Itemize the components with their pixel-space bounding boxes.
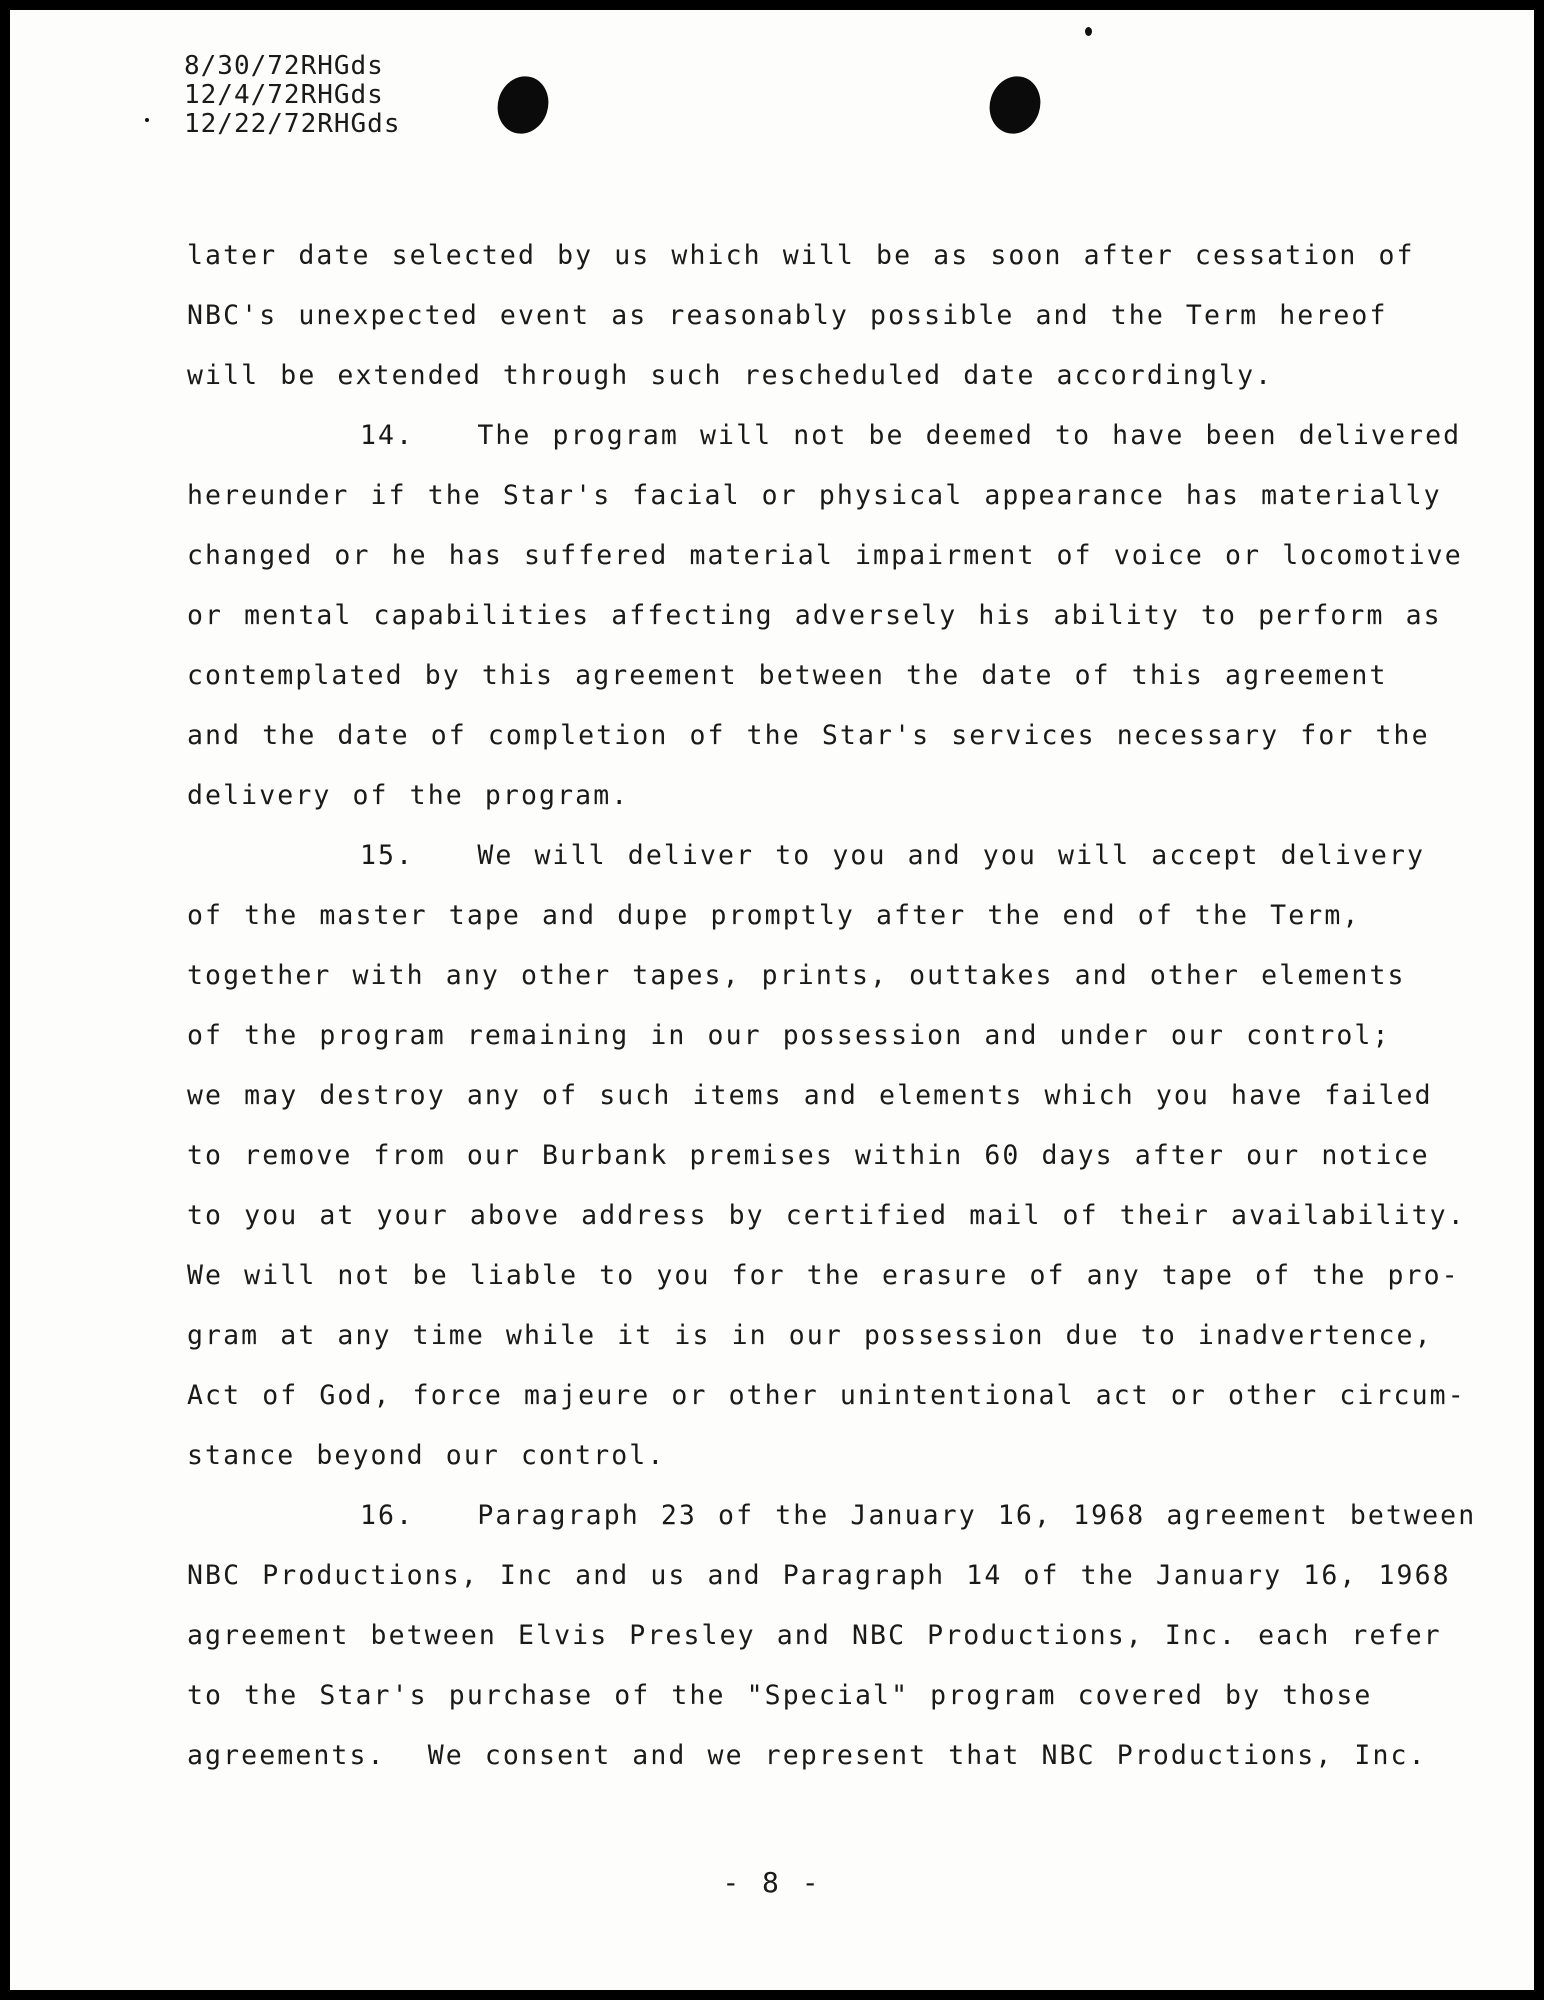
text-line: together with any other tapes, prints, outtakes and other elements [187, 960, 1406, 991]
text-line: to remove from our Burbank premises within 60 days after our notice [187, 1140, 1430, 1171]
revision-code: 12/22/72RHGds [184, 109, 401, 139]
text-line: hereunder if the Star's facial or physical appearance has materially [187, 480, 1442, 511]
document-page [10, 10, 1534, 1990]
text-line: stance beyond our control. [187, 1440, 666, 1471]
text-line: gram at any time while it is in our possession due to inadvertence, [187, 1320, 1433, 1351]
paragraph-start-line: 15. We will deliver to you and you will accept delivery [360, 840, 1426, 871]
punch-hole [490, 70, 555, 141]
text-line: contemplated by this agreement between the date of this agreement [187, 660, 1388, 691]
text-line: of the master tape and dupe promptly after the end of the Term, [187, 900, 1361, 931]
text-line: agreements. We consent and we represent that NBC Productions, Inc. [187, 1740, 1427, 1771]
text-line: to you at your above address by certified mail of their availability. [187, 1200, 1466, 1231]
text-line: delivery of the program. [187, 780, 630, 811]
text-line: changed or he has suffered material impairment of voice or locomotive [187, 540, 1463, 571]
text-line: agreement between Elvis Presley and NBC Productions, Inc. each refer [187, 1620, 1442, 1651]
ink-speck [1085, 27, 1092, 36]
revision-code: 12/4/72RHGds [184, 80, 384, 110]
ink-speck [145, 118, 149, 122]
body-text [187, 226, 1477, 1786]
text-line: We will not be liable to you for the erasure of any tape of the pro- [187, 1260, 1460, 1291]
text-line: to the Star's purchase of the "Special" program covered by those [187, 1680, 1373, 1711]
paragraph-start-line: 14. The program will not be deemed to have been delivered [360, 420, 1462, 451]
text-line: and the date of completion of the Star's services necessary for the [187, 720, 1430, 751]
text-line: Act of God, force majeure or other unintentional act or other circum- [187, 1380, 1466, 1411]
text-line: NBC Productions, Inc and us and Paragraph 14 of the January 16, 1968 [187, 1560, 1451, 1591]
text-line: will be extended through such rescheduled date accordingly. [187, 360, 1274, 391]
text-line: we may destroy any of such items and elements which you have failed [187, 1080, 1433, 1111]
text-line: or mental capabilities affecting adversely his ability to perform as [187, 600, 1442, 631]
revision-codes [184, 52, 401, 139]
text-line: NBC's unexpected event as reasonably possible and the Term hereof [187, 300, 1388, 331]
page-number: - 8 - [722, 1866, 822, 1899]
text-line: later date selected by us which will be as soon after cessation of [187, 240, 1415, 271]
text-line: of the program remaining in our possession and under our control; [187, 1020, 1391, 1051]
revision-code: 8/30/72RHGds [184, 51, 384, 81]
punch-hole [982, 70, 1047, 141]
paragraph-start-line: 16. Paragraph 23 of the January 16, 1968 agreement between [360, 1500, 1477, 1531]
